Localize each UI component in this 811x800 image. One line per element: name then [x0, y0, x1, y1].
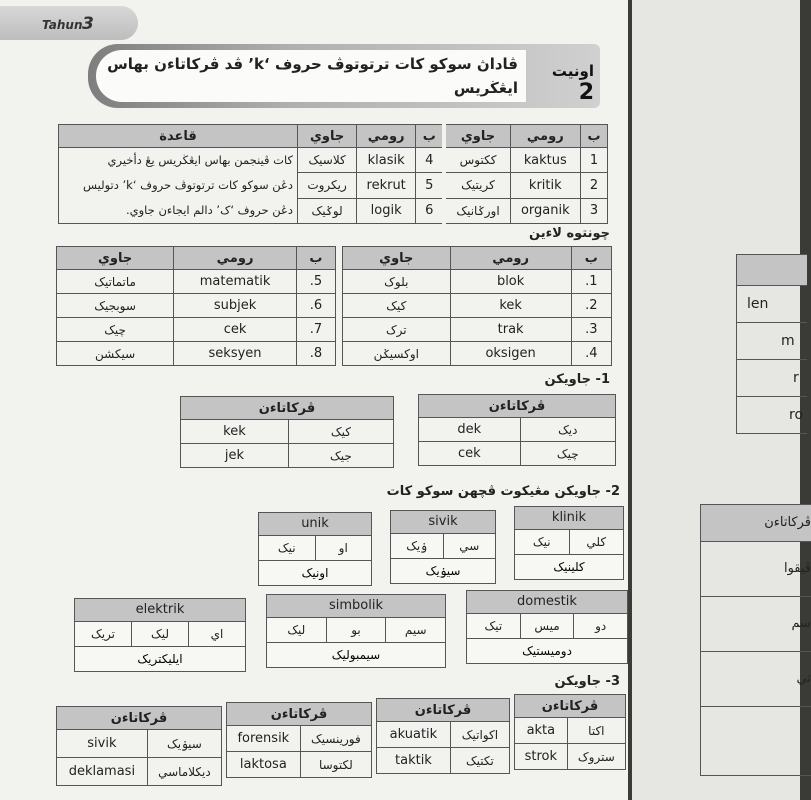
syllable-row	[267, 617, 445, 642]
header-rumi-1: رومي	[510, 125, 580, 148]
jawi-answer-cell: چيک	[520, 442, 615, 466]
next-page-table-header	[737, 255, 807, 286]
syllable-cell: نيک	[277, 541, 296, 555]
rumi-cell: blok	[450, 270, 571, 294]
jawi-answer: اونيک	[259, 560, 371, 585]
next-page-word: ro	[789, 407, 804, 423]
number-cell: .1	[571, 270, 611, 294]
next-page-table-2	[700, 504, 811, 776]
syllable-cell: ليک	[287, 623, 306, 637]
syllable-cell: اي	[188, 622, 245, 646]
rumi-cell: rekrut	[357, 173, 416, 198]
word-title: unik	[259, 513, 371, 535]
header-words: ڤرکاتاءن	[57, 707, 222, 730]
number-cell: .5	[296, 270, 335, 294]
jawi-answer-cell: جيک	[288, 444, 393, 468]
syllable-cell: بو	[326, 618, 386, 642]
rumi-cell: strok	[515, 744, 568, 770]
exercise-2-label: 2- جاويکن مڠيکوت ڤچهن سوکو کات	[386, 484, 620, 499]
rumi-cell: kek	[450, 294, 571, 318]
word-title: klinik	[515, 507, 623, 529]
rumi-cell: klasik	[357, 148, 416, 173]
jawi-cell: سيکشن	[57, 342, 174, 366]
rumi-cell: deklamasi	[57, 758, 148, 786]
rumi-cell: taktik	[377, 748, 451, 774]
next-page-item: سم	[701, 597, 811, 652]
syllable-cell: او	[315, 536, 372, 560]
number-cell: .6	[296, 294, 335, 318]
header-no: ب	[296, 247, 335, 270]
header-no: ب	[571, 247, 611, 270]
header-jawi-1: جاوي	[444, 125, 510, 148]
year-tab	[0, 6, 138, 40]
rumi-cell: matematik	[174, 270, 297, 294]
header-words: ڤرکاتاءن	[515, 695, 626, 718]
syllable-cell: ليک	[131, 622, 188, 646]
year-number: 3	[82, 14, 94, 34]
jawi-cell: کلاسيک	[298, 148, 357, 173]
header-words: ڤرکاتاءن	[377, 699, 510, 722]
rumi-cell: subjek	[174, 294, 297, 318]
jawi-answer-cell: سيۏيک	[147, 730, 221, 758]
word-title: sivik	[391, 511, 495, 533]
jawi-cell: بلوک	[343, 270, 451, 294]
next-page-word: r	[737, 360, 807, 397]
jawi-cell: ککتوس	[444, 148, 510, 173]
next-page	[632, 0, 811, 800]
exercise-1-table-right	[418, 394, 616, 466]
jawi-answer-cell: تکتيک	[450, 748, 509, 774]
jawi-answer-cell: لکتوسا	[300, 752, 371, 778]
jawi-cell: کريتيک	[444, 173, 510, 198]
header-words: ڤرکاتاءن	[181, 397, 394, 420]
rule-line: کات ڤينجمن بهاس ايڠڬريس يڠ دأخيري	[107, 153, 293, 167]
header-rumi: رومي	[174, 247, 297, 270]
rule-text-cell	[59, 148, 298, 224]
jawi-answer-cell: فورينسيک	[300, 726, 371, 752]
number-cell: .7	[296, 318, 335, 342]
jawi-answer-cell: ديکلاماسي	[147, 758, 221, 786]
rumi-cell: kritik	[510, 173, 580, 198]
jawi-cell: چيک	[57, 318, 174, 342]
syllable-cell: سي	[443, 534, 496, 558]
header-jawi: جاوي	[343, 247, 451, 270]
rule-line: دڠن سوکو کات ترتوتوڤ حروف ‘k’ دتوليس	[82, 178, 293, 192]
number-cell: 5	[416, 173, 445, 198]
syllable-box-simbolik	[266, 594, 446, 668]
next-page-table	[736, 254, 807, 434]
next-page-table-2-header: ڤرکاتاءن	[701, 505, 811, 542]
exercise-1-table-left	[180, 396, 394, 468]
jawi-answer: کلينيک	[515, 554, 623, 579]
jawi-answer-cell: ستروک	[567, 744, 625, 770]
syllable-cell: نيک	[532, 535, 551, 549]
exercise-3-box-4	[56, 706, 222, 786]
jawi-cell: ماتماتيک	[57, 270, 174, 294]
rumi-cell: kek	[181, 420, 289, 444]
number-cell: 6	[416, 198, 445, 223]
next-page-word: len	[737, 286, 807, 323]
rumi-cell: sivik	[57, 730, 148, 758]
rumi-cell: trak	[450, 318, 571, 342]
header-jawi-2: جاوي	[298, 125, 357, 148]
jawi-answer-cell: کيک	[288, 420, 393, 444]
exercise-3-label: 3- جاويکن	[554, 674, 620, 689]
number-cell: 2	[581, 173, 608, 198]
unit-number: 2	[578, 80, 594, 105]
syllable-row	[259, 535, 371, 560]
number-cell: .2	[571, 294, 611, 318]
word-title: elektrik	[75, 599, 245, 621]
rumi-cell: oksigen	[450, 342, 571, 366]
jawi-cell: کيک	[343, 294, 451, 318]
header-no-1: ب	[581, 125, 608, 148]
syllable-row	[467, 613, 627, 638]
jawi-cell: لوݢيک	[298, 198, 357, 223]
rumi-cell: logik	[357, 198, 416, 223]
rule-line: دڠن حروف ‘ک’ دالم ايجاءن جاوي.	[125, 203, 293, 217]
header-rumi: رومي	[450, 247, 571, 270]
jawi-cell: اورݢانيک	[444, 198, 510, 223]
rumi-cell: seksyen	[174, 342, 297, 366]
syllable-cell: ميس	[520, 614, 574, 638]
syllable-row	[515, 529, 623, 554]
word-title: domestik	[467, 591, 627, 613]
rumi-cell: akta	[515, 718, 568, 744]
syllable-cell: ۏيک	[406, 539, 428, 553]
jawi-answer-cell: اکواتيک	[450, 722, 509, 748]
other-examples-label: چونتوه لاءين	[529, 226, 610, 241]
rumi-cell: cek	[174, 318, 297, 342]
unit-label	[534, 62, 594, 105]
jawi-answer: سيمبوليک	[267, 642, 445, 667]
rumi-cell: forensik	[227, 726, 301, 752]
rumi-cell: organik	[510, 198, 580, 223]
syllable-cell: سيم	[385, 618, 445, 642]
number-cell: 4	[416, 148, 445, 173]
exercise-3-box-2	[376, 698, 510, 774]
syllable-box-klinik	[514, 506, 624, 580]
syllable-row	[391, 533, 495, 558]
syllable-box-unik	[258, 512, 372, 586]
syllable-box-elektrik	[74, 598, 246, 672]
number-cell: .3	[571, 318, 611, 342]
header-rule: قاعدة	[59, 125, 298, 148]
syllable-row	[75, 621, 245, 646]
header-rumi-2: رومي	[357, 125, 416, 148]
jawi-cell: اوکسيݢن	[343, 342, 451, 366]
header-words: ڤرکاتاءن	[227, 703, 372, 726]
examples-table-left	[56, 246, 336, 366]
next-page-item: تي	[701, 652, 811, 707]
number-cell: .4	[571, 342, 611, 366]
rumi-cell: cek	[419, 442, 521, 466]
word-title: simbolik	[267, 595, 445, 617]
year-word: Tahun	[42, 18, 83, 32]
number-cell: 1	[581, 148, 608, 173]
jawi-answer: دوميستيک	[467, 638, 627, 663]
exercise-3-box-1	[514, 694, 626, 770]
next-page-item-empty	[701, 707, 811, 761]
exercise-1-label: 1- جاويکن	[544, 372, 610, 387]
rumi-cell: jek	[181, 444, 289, 468]
exercise-3-box-3	[226, 702, 372, 778]
examples-table-right	[342, 246, 612, 366]
jawi-answer: ايليکتريک	[75, 646, 245, 671]
next-page-item: ڤيقوا	[701, 542, 811, 597]
syllable-box-domestik	[466, 590, 628, 664]
number-cell: .8	[296, 342, 335, 366]
header-words: ڤرکاتاءن	[419, 395, 616, 418]
syllable-cell: تيک	[484, 619, 503, 633]
rumi-cell: dek	[419, 418, 521, 442]
jawi-cell: ترک	[343, 318, 451, 342]
unit-word: اونيت	[551, 62, 594, 80]
syllable-cell: کلي	[569, 530, 624, 554]
jawi-answer-cell: اکتا	[567, 718, 625, 744]
next-page-word: m	[737, 323, 807, 360]
syllable-cell: دو	[573, 614, 627, 638]
number-cell: 3	[581, 198, 608, 223]
jawi-cell: سوبجيک	[57, 294, 174, 318]
header-no-2: ب	[416, 125, 445, 148]
rumi-cell: akuatik	[377, 722, 451, 748]
rumi-cell: laktosa	[227, 752, 301, 778]
jawi-cell: ريکروت	[298, 173, 357, 198]
rule-table	[58, 124, 608, 224]
unit-title: ڤاداڽ سوکو کات ترتوتوڤ حروف ‘k’ ڤد ڤرکاتاءن بهاس ايڠڬريس	[107, 55, 518, 97]
syllable-box-sivik	[390, 510, 496, 584]
syllable-cell: تريک	[90, 627, 116, 641]
jawi-answer-cell: ديک	[520, 418, 615, 442]
jawi-answer: سيۏيک	[391, 558, 495, 583]
header-jawi: جاوي	[57, 247, 174, 270]
rumi-cell: kaktus	[510, 148, 580, 173]
